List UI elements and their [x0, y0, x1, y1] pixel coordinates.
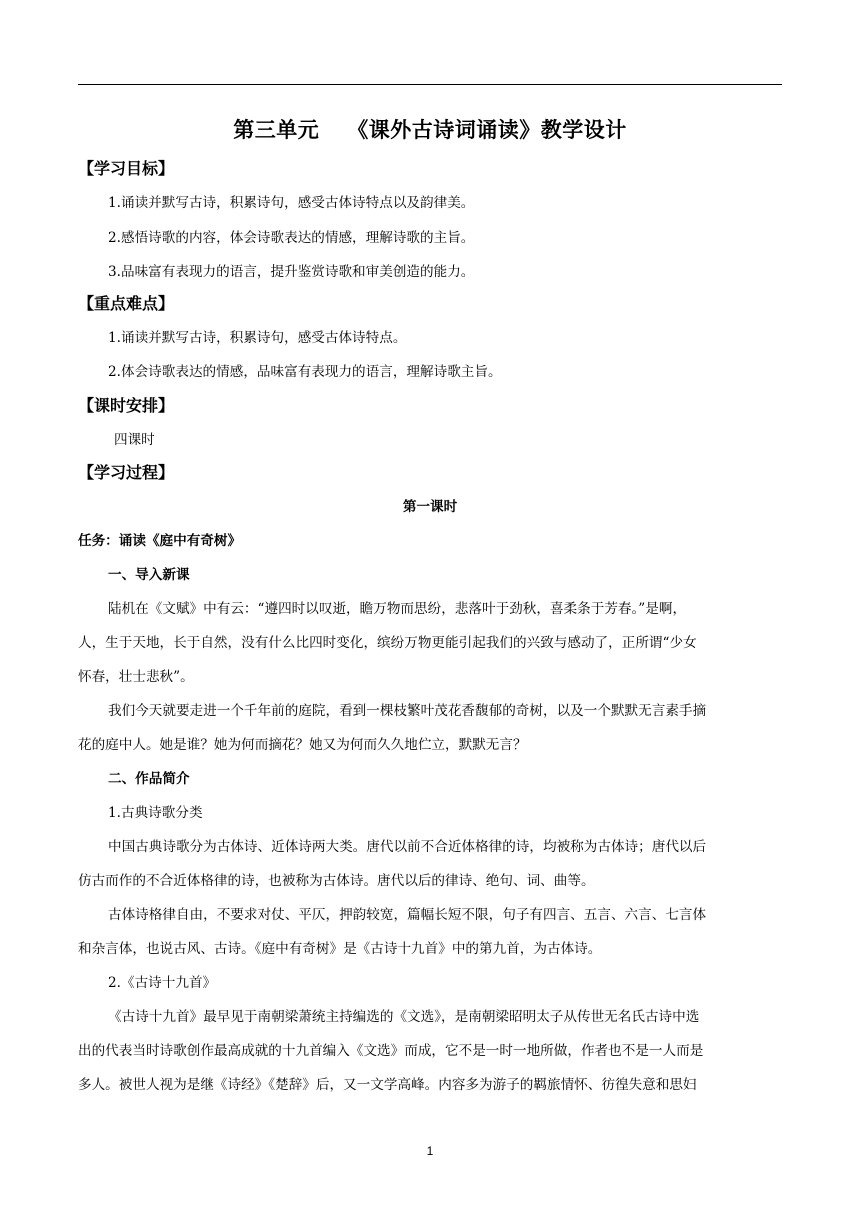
sub2-p1-line1: 《古诗十九首》最早见于南朝梁萧统主持编选的《文选》，是南朝梁昭明太子从传世无名氏古诗中选 — [108, 1009, 700, 1025]
sub2-p1-line2: 出的代表当时诗歌创作最高成就的十九首编入《文选》而成，它不是一时一地所做，作者也不是一人而是 — [78, 1043, 704, 1059]
task-title: 任务：诵读《庭中有奇树》 — [78, 533, 242, 549]
sub1-p2-line2: 和杂言体，也说古风、古诗。《庭中有奇树》是《古诗十九首》中的第九首，为古体诗。 — [78, 941, 602, 957]
goals-heading: 【学习目标】 — [78, 159, 175, 178]
sub2-p1-line3: 多人。被世人视为是继《诗经》《楚辞》后，又一文学高峰。内容多为游子的羁旅情怀、彷徨失意和思妇 — [78, 1077, 697, 1093]
sub1-p1-line1: 中国古典诗歌分为古体诗、近体诗两大类。唐代以前不合近体格律的诗，均被称为古体诗；唐代以后 — [108, 839, 707, 855]
goal-item-3: 3.品味富有表现力的语言，提升鉴赏诗歌和审美创造的能力。 — [108, 264, 475, 280]
key-point-1: 1.诵读并默写古诗，积累诗句，感受古体诗特点。 — [108, 330, 407, 346]
title-unit: 第三单元 — [233, 118, 320, 142]
sub2-heading: 2.《古诗十九首》 — [108, 975, 217, 991]
part1-p1-line1: 陆机在《文赋》中有云：“遵四时以叹逝，瞻万物而思纷，悲落叶于劲秋，喜柔条于芳春。”是啊， — [108, 601, 687, 617]
page-number: 1 — [426, 1144, 434, 1158]
part2-heading: 二、作品简介 — [108, 771, 190, 787]
process-heading: 【学习过程】 — [78, 463, 175, 482]
sub1-p2-line1: 古体诗格律自由，不要求对仗、平仄，押韵较宽，篇幅长短不限，句子有四言、五言、六言、七言体 — [108, 907, 707, 923]
key-points-heading: 【重点难点】 — [78, 294, 175, 313]
page-title — [0, 114, 860, 144]
part1-p1-line3: 怀春，壮士悲秋”。 — [78, 669, 194, 685]
title-name: 《课外古诗词诵读》教学设计 — [347, 118, 627, 142]
goal-item-2: 2.感悟诗歌的内容，体会诗歌表达的情感，理解诗歌的主旨。 — [108, 230, 475, 246]
key-point-2: 2.体会诗歌表达的情感，品味富有表现力的语言，理解诗歌主旨。 — [108, 364, 502, 380]
sub1-heading: 1.古典诗歌分类 — [108, 805, 203, 821]
period-title: 第一课时 — [402, 499, 458, 515]
header-rule — [78, 84, 782, 85]
part1-p1-line2: 人，生于天地，长于自然，没有什么比四时变化，缤纷万物更能引起我们的兴致与感动了，正所谓“少女 — [78, 635, 697, 651]
schedule-heading: 【课时安排】 — [78, 396, 175, 415]
schedule-text: 四课时 — [114, 432, 155, 448]
part1-heading: 一、导入新课 — [108, 567, 190, 583]
sub1-p1-line2: 仿古而作的不合近体格律的诗，也被称为古体诗。唐代以后的律诗、绝句、词、曲等。 — [78, 873, 595, 889]
goal-item-1: 1.诵读并默写古诗，积累诗句，感受古体诗特点以及韵律美。 — [108, 195, 475, 211]
part1-p2-line2: 花的庭中人。她是谁？她为何而摘花？她又为何而久久地伫立，默默无言？ — [78, 737, 527, 753]
part1-p2-line1: 我们今天就要走进一个千年前的庭院，看到一棵枝繁叶茂花香馥郁的奇树，以及一个默默无言素手摘 — [108, 703, 707, 719]
